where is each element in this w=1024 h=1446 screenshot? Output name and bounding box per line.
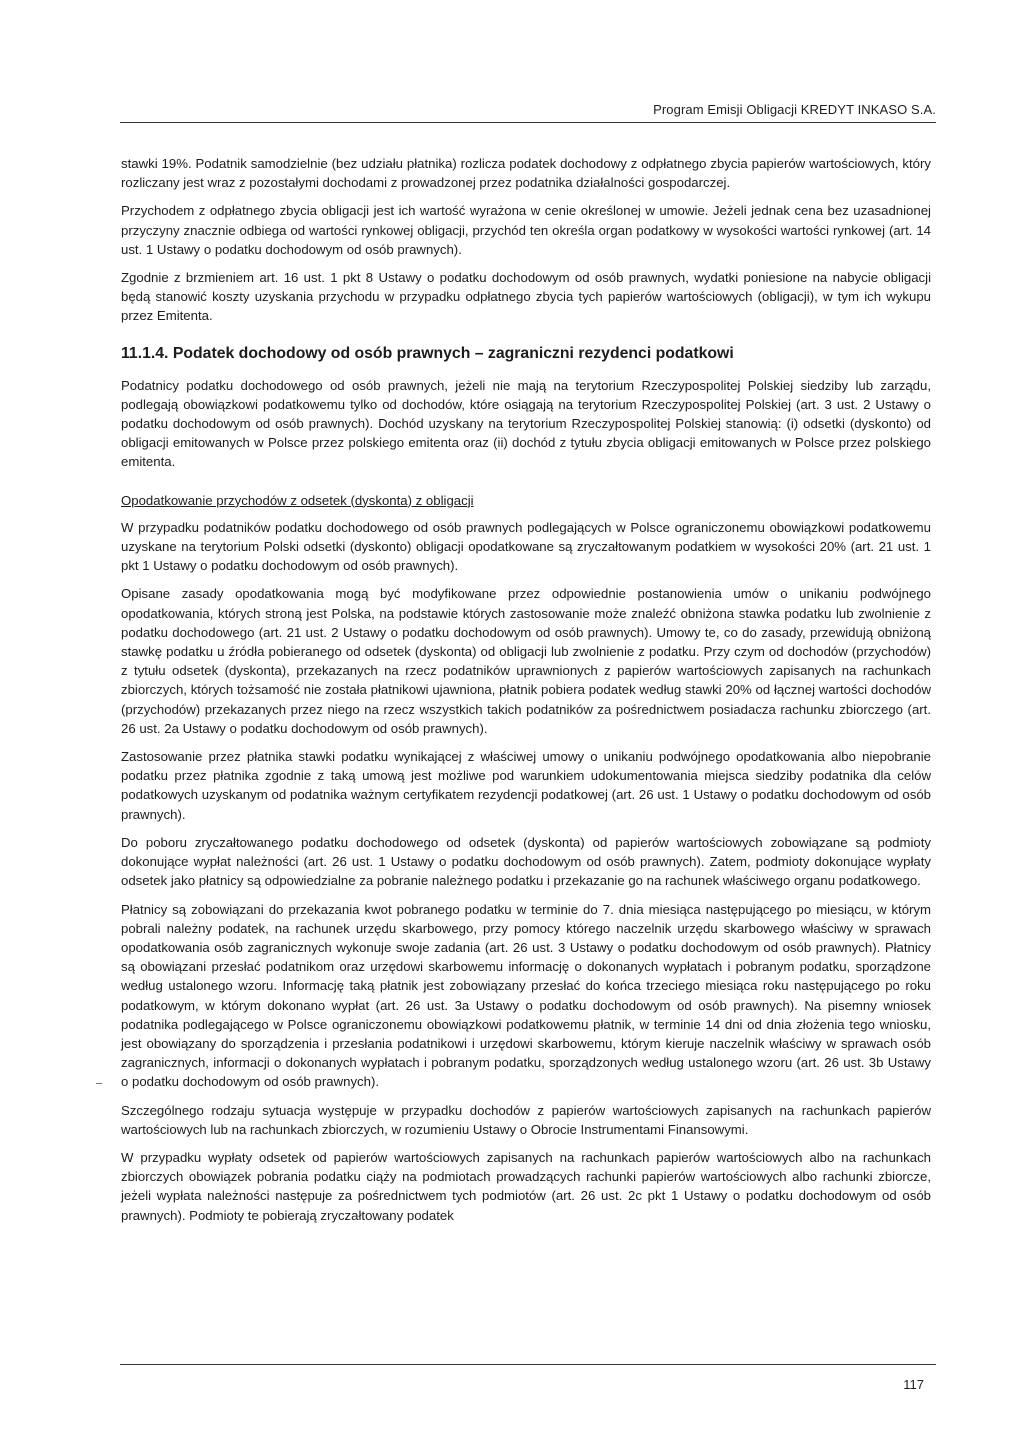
paragraph: stawki 19%. Podatnik samodzielnie (bez udziału płatnika) rozlicza podatek dochodowy z odpłatnego zbycia papierów wartościowych, który rozliczany jest wraz z pozostałymi dochodami z prowadzonej przez podatnika działalności gospodarczej. — [121, 156, 931, 191]
paragraph: Zastosowanie przez płatnika stawki podatku wynikającej z właściwej umowy o unikaniu podwójnego opodatkowania albo niepobranie podatku przez płatnika zgodnie z taką umową jest możliwe pod warunkiem udokumentowania miejsca siedziby podatnika dla celów podatkowych uzyskanym od podatnika ważnym certyfikatem rezydencji podatkowej (art. 26 ust. 1 Ustawy o podatku dochodowym od osób prawnych). — [121, 749, 931, 822]
section-heading: 11.1.4. Podatek dochodowy od osób prawnych – zagraniczni rezydenci podatkowi — [121, 344, 734, 362]
paragraph: Opisane zasady opodatkowania mogą być modyfikowane przez odpowiednie postanowienia umów o unikaniu podwójnego opodatkowania, których stroną jest Polska, na podstawie których zastosowanie może znaleźć obniżona stawka podatku lub zwolnienie z podatku dochodowego (art. 21 ust. 2 Ustawy o podatku dochodowym od osób prawnych). Umowy te, co do zasady, przewidują obniżoną stawkę podatku u źródła pobieranego od odsetek (dyskonta) od obligacji lub zwolnienie z podatku. Przy czym od dochodów (przychodów) z tytułu odsetek (dyskonta), przekazanych na rzecz podatników uprawnionych z papierów wartościowych zapisanych na rachunkach zbiorczych, których tożsamość nie została płatnikowi ujawniona, płatnik pobiera podatek według stawki 20% od łącznej wartości dochodów (przychodów) przekazanych przez niego na rzecz wszystkich takich podatników za pośrednictwem posiadacza rachunku zbiorczego (art. 26 ust. 2a Ustawy o podatku dochodowym od osób prawnych). — [121, 586, 931, 736]
header-divider — [120, 122, 936, 123]
paragraph: Płatnicy są zobowiązani do przekazania kwot pobranego podatku w terminie do 7. dnia miesiąca następującego po miesiącu, w którym pobrali należny podatek, na rachunek urzędu skarbowego, przy pomocy którego naczelnik urzędu skarbowego właściwy w sprawach opodatkowania osób zagranicznych wykonuje swoje zadania (art. 26 ust. 3 Ustawy o podatku dochodowym od osób prawnych). Płatnicy są obowiązani przesłać podatnikom oraz urzędowi skarbowemu informację o dokonanych wypłatach i pobranym podatku, sporządzone według ustalonego wzoru. Informację taką płatnik jest zobowiązany przesłać do końca trzeciego miesiąca roku następującego po roku podatkowym, w którym dokonano wypłat (art. 26 ust. 3a Ustawy o podatku dochodowym od osób prawnych). Na pisemny wniosek podatnika podlegającego w Polsce ograniczonemu obowiązkowi podatkowemu płatnik, w terminie 14 dni od dnia złożenia tego wniosku, jest obowiązany do sporządzenia i przesłania podatnikowi i urzędowi skarbowemu, którym kieruje naczelnik właściwy w sprawach osób zagranicznych, informacji o dokonanych wypłatach i pobranym podatku, sporządzonych według ustalonego wzoru (art. 26 ust. 3b Ustawy o podatku dochodowym od osób prawnych). — [121, 901, 931, 1090]
paragraph: Zgodnie z brzmieniem art. 16 ust. 1 pkt 8 Ustawy o podatku dochodowym od osób prawnych, wydatki poniesione na nabycie obligacji będą stanowić koszty uzyskania przychodu w przypadku odpłatnego zbycia tych papierów wartościowych (obligacji), w tym ich wykupu przez Emitenta. — [121, 270, 931, 324]
paragraph: W przypadku wypłaty odsetek od papierów wartościowych zapisanych na rachunkach papierów wartościowych albo na rachunkach zbiorczych obowiązek pobrania podatku ciąży na podmiotach prowadzących rachunki papierów wartościowych albo rachunki zbiorcze, jeżeli wypłata należności następuje za pośrednictwem tych podmiotów (art. 26 ust. 2c pkt 1 Ustawy o podatku dochodowym od osób prawnych). Podmioty te pobierają zryczałtowany podatek — [121, 1149, 931, 1223]
paragraph: Przychodem z odpłatnego zbycia obligacji jest ich wartość wyrażona w cenie określonej w umowie. Jeżeli jednak cena bez uzasadnionej przyczyny znacznie odbiega od wartości rynkowej obligacji, przychód ten określa organ podatkowy w wysokości wartości rynkowej (art. 14 ust. 1 Ustawy o podatku dochodowym od osób prawnych). — [121, 203, 931, 257]
subsection-heading: Opodatkowanie przychodów z odsetek (dyskonta) z obligacji — [121, 492, 474, 508]
page-body — [121, 154, 931, 1234]
paragraph: Podatnicy podatku dochodowego od osób prawnych, jeżeli nie mają na terytorium Rzeczypospolitej Polskiej siedziby lub zarządu, podlegają obowiązkowi podatkowemu tylko od dochodów, które osiągają na terytorium Rzeczypospolitej Polskiej (art. 3 ust. 2 Ustawy o podatku dochodowym od osób prawnych). Dochód uzyskany na terytorium Rzeczypospolitej Polskiej stanowią: (i) odsetki (dyskonto) od obligacji emitowanych w Polsce przez polskiego emitenta oraz (ii) dochód z tytułu zbycia obligacji emitowanych w Polsce przez polskiego emitenta. — [121, 377, 931, 470]
running-header: Program Emisji Obligacji KREDYT INKASO S.A. — [653, 102, 936, 117]
scan-mark — [96, 1083, 102, 1084]
paragraph: W przypadku podatników podatku dochodowego od osób prawnych podlegających w Polsce ograniczonemu obowiązkowi podatkowemu uzyskane na terytorium Polski odsetki (dyskonto) obligacji opodatkowane są zryczałtowanym podatkiem w wysokości 20% (art. 21 ust. 1 pkt 1 Ustawy o podatku dochodowym od osób prawnych). — [121, 519, 931, 574]
page-number: 117 — [903, 1377, 924, 1392]
footer-divider — [120, 1364, 936, 1365]
paragraph: Do poboru zryczałtowanego podatku dochodowego od odsetek (dyskonta) od papierów wartościowych zobowiązane są podmioty dokonujące wypłat należności (art. 26 ust. 1 Ustawy o podatku dochodowym od osób prawnych). Zatem, podmioty dokonujące wypłaty odsetek jako płatnicy są odpowiedzialne za pobranie należnego podatku i przekazanie go na rachunek właściwego organu podatkowego. — [121, 834, 931, 889]
paragraph: Szczególnego rodzaju sytuacja występuje w przypadku dochodów z papierów wartościowych zapisanych na rachunkach papierów wartościowych lub na rachunkach zbiorczych, w rozumieniu Ustawy o Obrocie Instrumentami Finansowymi. — [121, 1102, 931, 1137]
